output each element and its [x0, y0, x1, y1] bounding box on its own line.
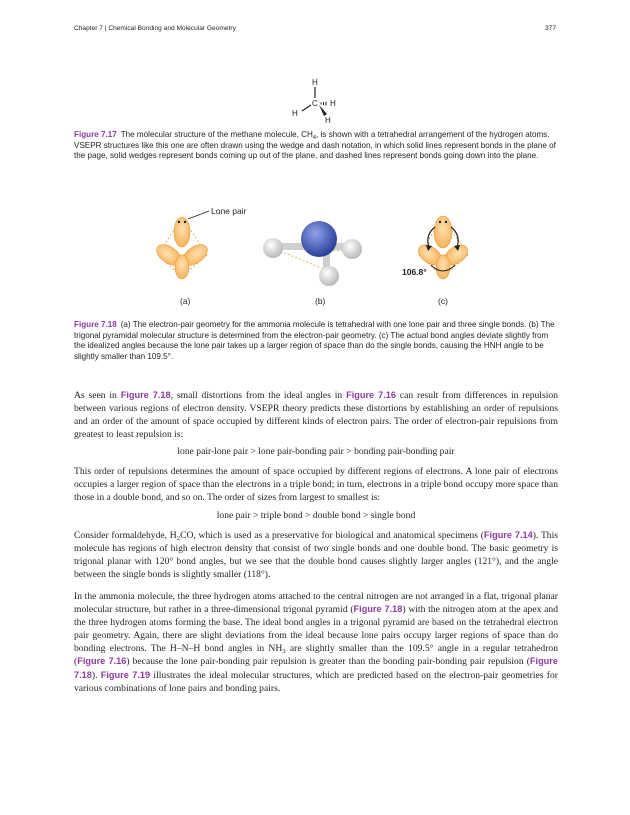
paragraph-1: As seen in Figure 7.18, small distortions from the ideal angles in Figure 7.16 can result from differences in repulsion between various regions of electron density. VSEPR theory predicts these distortions by establishing an order of repulsions and an order of the amount of space occupied by different kinds of electron pairs. The order of electron-pair repulsions from greatest to least repulsion is: — [74, 390, 558, 441]
hydrogen-atom — [342, 239, 362, 259]
lone-pair-pointer — [188, 211, 209, 219]
ammonia-ball-and-stick — [255, 215, 375, 295]
panel-label-c: (c) — [438, 296, 448, 306]
figure-link[interactable]: Figure 7.16 — [77, 656, 127, 667]
methane-structure-diagram — [282, 74, 352, 124]
bond-angle-label: 106.8° — [402, 267, 427, 277]
running-header-chapter: Chapter 7 | Chemical Bonding and Molecular Geometry — [74, 25, 236, 32]
paragraph-4: In the ammonia molecule, the three hydrogen atoms attached to the central nitrogen are not arranged in a flat, trigonal planar molecular structure, but rather in a three-dimensional trigonal pyramid (Figure 7.18) with the nitrogen atom at the apex and the three hydrogen atoms forming the base. The ideal bond angles in a trigonal pyramid are based on the tetrahedral electron pair geometry. Again, there are slight deviations from the ideal because lone pairs occupy larger regions of space than do bonding electrons. The H–N–H bond angles in $NH_3$ are slightly smaller than the 109.5° angle in a regular tetrahedron (Figure 7.16) because the lone pair-bonding pair repulsion is greater than the bonding pair-bonding pair repulsion (Figure 7.18). Figure 7.19 illustrates the ideal molecular structures, which are predicted based on the electron-pair geometries for various combinations of lone pairs and bonding pairs. — [74, 591, 558, 694]
atom-c-center: C — [312, 99, 318, 108]
hydrogen-atom — [263, 238, 283, 258]
lone-pair-electron — [178, 221, 180, 223]
bond-wedge-bottom — [319, 105, 327, 116]
lone-pair-electron — [439, 221, 441, 223]
figure-7-17-caption: Figure 7.17 The molecular structure of the methane molecule, $CH_4$, is shown with a tetrahedral arrangement of the hydrogen atoms. VSEPR structures like this one are often drawn using the wedge and dash notation, in which solid lines represent bonds in the plane of the page, solid wedges represent bonds coming up out of the plane, and dashed lines represent bonds going down into the plane. — [74, 130, 556, 161]
lone-pair-electron — [184, 221, 186, 223]
figure-link[interactable]: Figure 7.14 — [483, 530, 533, 540]
orbital-lobes — [153, 217, 211, 279]
hydrogen-atom — [319, 266, 339, 286]
ammonia-bond-angle-diagram — [395, 205, 495, 295]
figure-link[interactable]: Figure 7.16 — [346, 390, 397, 400]
nitrogen-atom — [301, 221, 337, 257]
figure-link[interactable]: Figure 7.19 — [100, 669, 151, 680]
ammonia-electron-pair-geometry — [145, 205, 255, 295]
figure-link[interactable]: Figure 7.18 — [353, 604, 403, 615]
page-number: 377 — [545, 25, 557, 32]
atom-h-bottom: H — [325, 116, 331, 124]
bond-plane-left — [302, 105, 311, 111]
atom-h-right: H — [330, 99, 336, 108]
atom-h-top: H — [312, 78, 318, 87]
atom-h-left: H — [292, 109, 298, 118]
lone-pair-electron — [445, 221, 447, 223]
size-order: lone pair > triple bond > double bond > single bond — [216, 510, 416, 521]
panel-label-b: (b) — [315, 296, 326, 306]
figure-link[interactable]: Figure 7.18 — [120, 390, 171, 400]
panel-label-a: (a) — [180, 296, 191, 306]
repulsion-order: lone pair-lone pair > lone pair-bonding pair > bonding pair-bonding pair — [177, 446, 455, 457]
figure-link[interactable]: Figure 7.18 — [74, 656, 558, 680]
bond-dashed-right — [321, 102, 326, 106]
figure-label: Figure 7.17 — [74, 130, 117, 139]
paragraph-3: Consider formaldehyde, $H_2CO$, which is used as a preservative for biological and anatomical specimens (Figure 7.14). This molecule has regions of high electron density that consist of two single bonds and one double bond. The basic geometry is trigonal planar with 120° bond angles, but we see that the double bond causes slightly larger angles (121°), and the angle between the single bonds is slightly smaller (118°). — [74, 530, 558, 581]
paragraph-2: This order of repulsions determines the amount of space occupied by different regions of electrons. A lone pair of electrons occupies a larger region of space than the electrons in a triple bond; in turn, electrons in a triple bond occupy more space than those in a double bond, and so on. The order of sizes from largest to smallest is: — [74, 466, 558, 504]
lone-pair-label: Lone pair — [211, 206, 247, 216]
figure-label: Figure 7.18 — [74, 320, 117, 329]
figure-7-18-caption: Figure 7.18 (a) The electron-pair geometry for the ammonia molecule is tetrahedral with one lone pair and three single bonds. (b) The trigonal pyramidal molecular structure is determined from the electron-pair geometry. (c) The actual bond angles deviate slightly from the idealized angles because the lone pair takes up a larger region of space than do the single bonds, causing the HNH angle to be slightly smaller than 109.5°. — [74, 320, 555, 361]
